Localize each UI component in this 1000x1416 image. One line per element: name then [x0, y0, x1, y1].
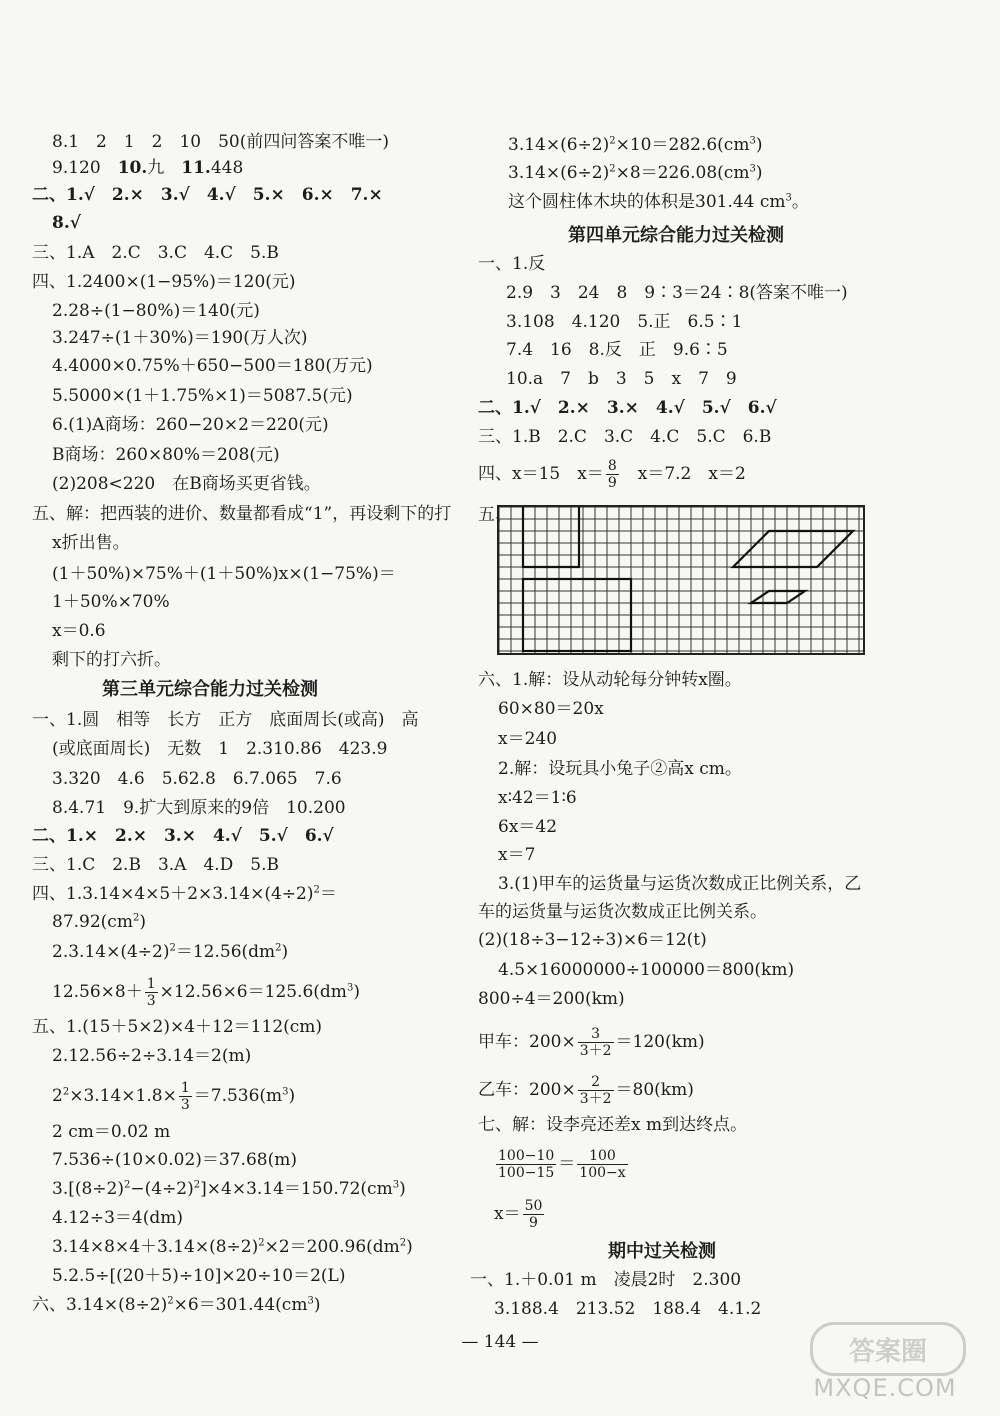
- text-line: 7.4 16 8.反 正 9.6∶5: [506, 340, 728, 360]
- text-line: 乙车：200× $\frac{2}{3+2}$ ＝80(km): [478, 1074, 694, 1107]
- watermark-logo: 答案圈: [810, 1322, 966, 1376]
- section-heading: 期中过关检测: [608, 1241, 716, 1262]
- text-line: $2.3.14\times(4\div 2)^2=12.56(dm^2)$: [52, 942, 289, 962]
- text-line: 四、$1.3.14\times 4\times 5+2\times 3.14\times(4\div 2)^2=$: [32, 884, 337, 904]
- text-line: x＝ $\frac{50}{9}$: [494, 1198, 543, 1231]
- fraction: $\frac{50}{9}$: [524, 1198, 543, 1231]
- text-line: 七、解：设李亮还差x m到达终点。: [478, 1115, 748, 1135]
- text-line: 二、1.√ 2.× 3.× 4.√ 5.√ 6.√: [478, 398, 777, 418]
- text-line: 3.247÷(1＋30%)＝190(万人次): [52, 328, 308, 348]
- text-line: 6x＝42: [498, 817, 558, 837]
- text-line: 2.9 3 24 8 9∶3＝24∶8(答案不唯一): [506, 283, 848, 303]
- text-line: 四、x＝15 x＝ $\frac{8}{9}$ x＝7.2 x＝2: [478, 458, 746, 491]
- text-line: 2 cm＝0.02 m: [52, 1122, 171, 1142]
- text-line: 三、1.B 2.C 3.C 4.C 5.C 6.B: [478, 427, 772, 447]
- fraction: $\frac{100}{100-x}$: [579, 1148, 626, 1181]
- text-line: 车的运货量与运货次数成正比例关系。: [478, 902, 767, 922]
- text-line: 1＋50%×70%: [52, 592, 170, 612]
- page-number: — 144 —: [461, 1332, 539, 1352]
- text-line: x＝7: [498, 845, 536, 865]
- text-line: 五、解：把西装的进价、数量都看成“1”，再设剩下的打: [32, 504, 452, 524]
- text-line: 5.5000×(1＋1.75%×1)＝5087.5(元): [52, 386, 353, 406]
- text-line: x＝0.6: [52, 621, 106, 641]
- text-line: 三、1.C 2.B 3.A 4.D 5.B: [32, 855, 279, 875]
- text-line: 五、: [478, 505, 512, 525]
- text-line: $2^2\times 3.14\times 1.8\times$ $\frac{1}{3}$ $=7.536(m^3)$: [52, 1080, 296, 1113]
- text-line: 六、1.解：设从动轮每分钟转x圈。: [478, 670, 742, 690]
- text-line: 8.4.71 9.扩大到原来的9倍 10.200: [52, 798, 346, 818]
- text-line: 3.188.4 213.52 188.4 4.1.2: [494, 1299, 762, 1319]
- text-line: $3.14\times 8\times 4+3.14\times(8\div 2)^2\times 2=200.96(dm^2)$: [52, 1237, 413, 1257]
- watermark-url: MXQE.COM: [813, 1374, 957, 1402]
- text-line: 4.4000×0.75%＋650−500＝180(万元): [52, 356, 373, 376]
- text-line: (2)208<220 在B商场买更省钱。: [52, 474, 321, 494]
- text-line: 4.12÷3＝4(dm): [52, 1208, 183, 1228]
- text-line: (2)(18÷3−12÷3)×6＝12(t): [478, 930, 707, 950]
- text-line: 3.108 4.120 5.正 6.5∶1: [506, 312, 743, 332]
- text-line: 3.320 4.6 5.62.8 6.7.065 7.6: [52, 769, 342, 789]
- fraction: $\frac{2}{3+2}$: [579, 1074, 612, 1107]
- text-line: 三、1.A 2.C 3.C 4.C 5.B: [32, 243, 279, 263]
- small-parallelogram-shape: [751, 591, 805, 603]
- text-line: $3.14\times(6\div 2)^2\times 10=282.6(cm^3)$: [508, 135, 763, 155]
- text-line: $3.[(8\div 2)^2-(4\div 2)^2]\times 4\times 3.14=150.72(cm^3)$: [52, 1179, 406, 1199]
- grid-drawing: [497, 505, 867, 657]
- text-line: 剩下的打六折。: [52, 650, 171, 670]
- text-line: 六、$3.14\times(8\div 2)^2\times 6=301.44(cm^3)$: [32, 1295, 321, 1315]
- fraction: $\frac{8}{9}$: [607, 458, 617, 491]
- text-line: 五、1.(15＋5×2)×4＋12＝112(cm): [32, 1017, 323, 1037]
- text-line: 10.a 7 b 3 5 x 7 9: [506, 369, 737, 389]
- text-line: $87.92(cm^2)$: [52, 912, 146, 932]
- text-line: 二、1.× 2.× 3.× 4.√ 5.√ 6.√: [32, 826, 334, 846]
- text-line: (1＋50%)×75%＋(1＋50%)x×(1−75%)＝: [52, 564, 396, 584]
- text-line: 3.(1)甲车的运货量与运货次数成正比例关系，乙: [498, 874, 862, 894]
- fraction: $\frac{1}{3}$: [146, 976, 156, 1009]
- text-line: 2.28÷(1−80%)＝140(元): [52, 301, 260, 321]
- text-line: (或底面周长) 无数 1 2.310.86 423.9: [52, 739, 388, 759]
- text-line: 9.120 10.九 11.448: [52, 158, 244, 178]
- fraction: $\frac{100-10}{100-15}$: [498, 1148, 555, 1181]
- text-line: 8.√: [52, 213, 81, 233]
- text-line: 四、1.2400×(1−95%)＝120(元): [32, 272, 296, 292]
- text-line: 2.12.56÷2÷3.14＝2(m): [52, 1046, 252, 1066]
- text-line: x∶42＝1∶6: [498, 788, 577, 808]
- text-line: 800÷4＝200(km): [478, 989, 625, 1009]
- text-line: 5.2.5÷[(20＋5)÷10]×20÷10＝2(L): [52, 1266, 346, 1286]
- fraction: $\frac{1}{3}$: [180, 1080, 190, 1113]
- text-line: 4.5×16000000÷100000＝800(km): [498, 960, 795, 980]
- text-line: 60×80＝20x: [498, 699, 604, 719]
- text-line: 甲车：200× $\frac{3}{3+2}$ ＝120(km): [478, 1026, 705, 1059]
- fraction: $\frac{3}{3+2}$: [579, 1026, 612, 1059]
- text-line: x折出售。: [52, 533, 130, 553]
- text-line: x＝240: [498, 729, 558, 749]
- text-line: 这个圆柱体木块的体积是301.44 $cm^3$。: [508, 192, 809, 212]
- text-line: 一、1.＋0.01 m 凌晨2时 2.300: [470, 1270, 742, 1290]
- section-heading: 第四单元综合能力过关检测: [568, 225, 784, 246]
- text-line: 一、1.反: [478, 254, 546, 274]
- text-line: 一、1.圆 相等 长方 正方 底面周长(或高) 高: [32, 710, 419, 730]
- grid-svg: [497, 505, 867, 657]
- watermark: [790, 1322, 980, 1402]
- text-line: 2.解：设玩具小兔子②高x cm。: [498, 759, 742, 779]
- text-line: 12.56×8＋ $\frac{1}{3}$ $\times 12.56\times 6=125.6(dm^3)$: [52, 976, 360, 1009]
- text-line: 8.1 2 1 2 10 50(前四问答案不唯一): [52, 132, 390, 152]
- text-line: $\frac{100-10}{100-15}$ ＝ $\frac{100}{100-x}$: [498, 1148, 626, 1181]
- text-line: 7.536÷(10×0.02)＝37.68(m): [52, 1150, 297, 1170]
- text-line: 二、1.√ 2.× 3.√ 4.√ 5.× 6.× 7.×: [32, 185, 383, 205]
- text-line: 6.(1)A商场：260−20×2＝220(元): [52, 415, 329, 435]
- text-line: $3.14\times(6\div 2)^2\times 8=226.08(cm^3)$: [508, 163, 763, 183]
- section-heading: 第三单元综合能力过关检测: [102, 679, 318, 700]
- text-line: B商场：260×80%＝208(元): [52, 445, 280, 465]
